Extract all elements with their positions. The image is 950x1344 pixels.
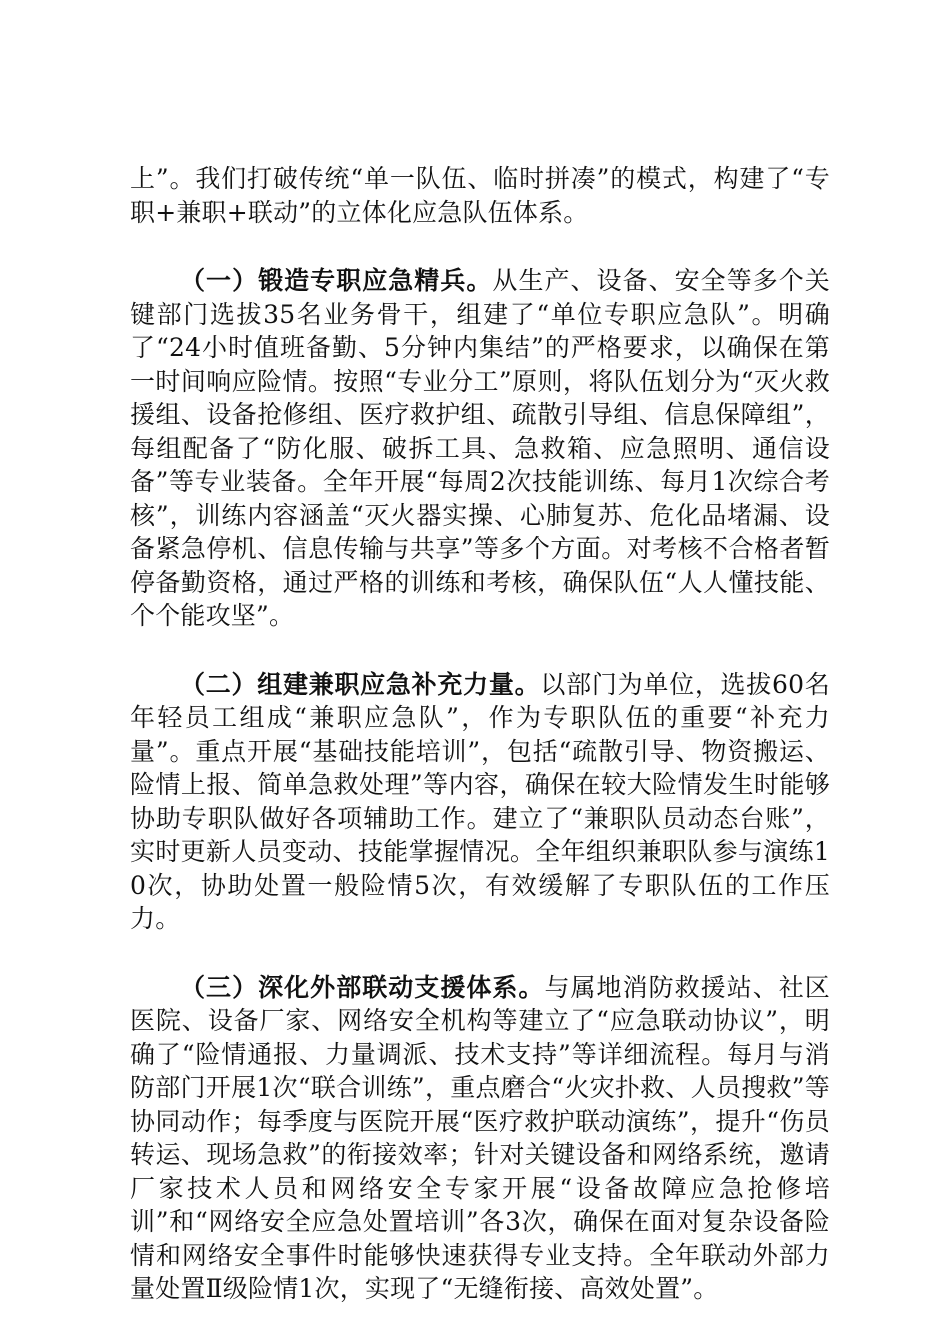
section-2-heading: （二）组建兼职应急补充力量。 — [180, 669, 541, 699]
section-3-paragraph — [130, 971, 830, 1306]
section-3-body: 与属地消防救援站、社区医院、设备厂家、网络安全机构等建立了“应急联动协议”，明确了“险情通报、力量调派、技术支持”等详细流程。每月与消防部门开展1次“联合训练”，重点磨合“火灾扑救、人员搜救”等协同动作；每季度与医院开展“医疗救护联动演练”，提升“伤员转运、现场急救”的衔接效率；针对关键设备和网络系统，邀请厂家技术人员和网络安全专家开展“设备故障应急抢修培训”和“网络安全应急处置培训”各3次，确保在面对复杂设备险情和网络安全事件时能够快速获得专业支持。全年联动外部力量处置Ⅱ级险情1次，实现了“无缝衔接、高效处置”。 — [130, 972, 830, 1303]
document-page — [130, 162, 830, 1306]
section-3-heading: （三）深化外部联动支援体系。 — [180, 972, 545, 1002]
section-1-paragraph — [130, 264, 830, 633]
intro-paragraph — [130, 162, 830, 229]
section-2-paragraph — [130, 668, 830, 936]
section-1-body: 从生产、设备、安全等多个关键部门选拔35名业务骨干，组建了“单位专职应急队”。明确了“24小时值班备勤、5分钟内集结”的严格要求，以确保在第一时间响应险情。按照“专业分工”原则，将队伍划分为“灭火救援组、设备抢修组、医疗救护组、疏散引导组、信息保障组”，每组配备了“防化服、破拆工具、急救箱、应急照明、通信设备”等专业装备。全年开展“每周2次技能训练、每月1次综合考核”，训练内容涵盖“灭火器实操、心肺复苏、危化品堵漏、设备紧急停机、信息传输与共享”等多个方面。对考核不合格者暂停备勤资格，通过严格的训练和考核，确保队伍“人人懂技能、个个能攻坚”。 — [130, 266, 830, 630]
intro-text: 上”。我们打破传统“单一队伍、临时拼凑”的模式，构建了“专职+兼职+联动”的立体化应急队伍体系。 — [130, 164, 830, 227]
section-1-heading: （一）锻造专职应急精兵。 — [180, 266, 493, 295]
section-2-body: 以部门为单位，选拔60名年轻员工组成“兼职应急队”，作为专职队伍的重要“补充力量”。重点开展“基础技能培训”，包括“疏散引导、物资搬运、险情上报、简单急救处理”等内容，确保在较大险情发生时能够协助专职队做好各项辅助工作。建立了“兼职队员动态台账”，实时更新人员变动、技能掌握情况。全年组织兼职队参与演练10次，协助处置一般险情5次，有效缓解了专职队伍的工作压力。 — [130, 669, 830, 933]
